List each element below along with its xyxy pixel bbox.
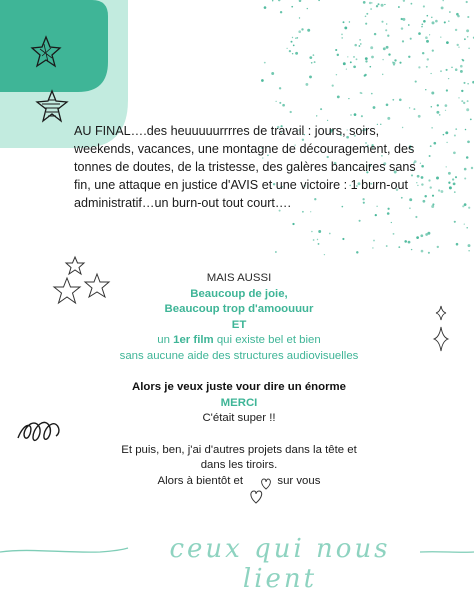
- dot: [382, 74, 383, 75]
- dot: [449, 186, 452, 189]
- dot: [290, 111, 292, 113]
- dot: [349, 21, 350, 22]
- dot: [418, 115, 421, 118]
- dot: [468, 250, 469, 251]
- dot: [415, 81, 417, 83]
- dot: [453, 183, 456, 186]
- dot: [369, 2, 371, 4]
- dot: [448, 78, 449, 79]
- dot: [466, 1, 468, 3]
- dot: [276, 101, 277, 102]
- dot: [446, 166, 447, 167]
- dot: [431, 92, 434, 95]
- dot: [428, 252, 430, 254]
- dot: [359, 45, 361, 47]
- dot: [431, 205, 434, 208]
- dot: [448, 20, 450, 22]
- dot: [337, 54, 339, 56]
- dot: [359, 220, 361, 222]
- dot: [440, 36, 441, 37]
- dot: [399, 99, 402, 102]
- dot: [293, 45, 295, 47]
- dot: [343, 21, 345, 23]
- dot: [387, 35, 389, 37]
- dot: [320, 108, 322, 110]
- decor-shape-dark: [0, 0, 108, 92]
- dot: [431, 17, 432, 18]
- dot: [292, 223, 294, 225]
- dot: [280, 11, 282, 13]
- dot: [435, 20, 438, 23]
- dot: [361, 115, 363, 117]
- dot: [431, 106, 433, 108]
- dot: [392, 61, 393, 62]
- dot: [324, 254, 325, 255]
- dot: [337, 96, 340, 99]
- dot: [454, 134, 456, 136]
- dot: [386, 23, 387, 24]
- dot: [468, 207, 470, 209]
- dot: [464, 203, 467, 206]
- dot: [282, 104, 285, 107]
- dot: [440, 190, 443, 193]
- dot: [332, 84, 334, 86]
- dot: [462, 205, 464, 207]
- dot: [466, 108, 469, 111]
- joie-line: Beaucoup de joie,: [190, 287, 288, 300]
- dot: [416, 236, 419, 239]
- dot: [446, 89, 448, 91]
- dot: [318, 0, 320, 1]
- dot: [350, 61, 352, 63]
- dot: [452, 178, 454, 180]
- dot: [335, 49, 337, 51]
- dot: [299, 0, 302, 2]
- dot: [437, 104, 439, 106]
- dot: [301, 28, 303, 30]
- dot: [453, 151, 456, 154]
- dot: [292, 37, 293, 38]
- dot: [470, 119, 472, 121]
- dot: [286, 48, 287, 49]
- dot: [295, 37, 297, 39]
- dot: [413, 108, 415, 110]
- dot: [423, 20, 426, 23]
- dot: [401, 27, 403, 29]
- dot: [466, 156, 469, 159]
- dot: [318, 243, 320, 245]
- dot: [455, 176, 457, 178]
- dot: [365, 23, 367, 25]
- dot: [364, 75, 366, 77]
- dot: [456, 243, 459, 246]
- dot: [430, 145, 432, 147]
- dot: [431, 127, 432, 128]
- dot: [451, 67, 452, 68]
- dot: [381, 21, 383, 23]
- dot: [433, 142, 436, 145]
- dot: [361, 92, 362, 93]
- dot: [292, 53, 293, 54]
- dot: [471, 167, 473, 169]
- dot: [436, 177, 439, 180]
- dot: [425, 36, 428, 39]
- dot: [372, 247, 373, 248]
- dot: [466, 29, 469, 32]
- dot: [466, 227, 468, 229]
- dot: [408, 24, 410, 26]
- bientot-pre: Alors à bientôt et: [157, 474, 244, 487]
- dot: [316, 115, 317, 116]
- merci-word: MERCI: [220, 396, 258, 409]
- dot: [461, 90, 463, 92]
- dot: [448, 172, 451, 175]
- dot: [425, 233, 428, 236]
- dot: [456, 13, 459, 16]
- dot: [311, 231, 313, 233]
- dot: [374, 33, 376, 35]
- dot: [296, 37, 298, 39]
- dot: [464, 223, 465, 224]
- dot: [279, 87, 281, 89]
- dot: [370, 8, 372, 10]
- dot: [402, 40, 404, 42]
- dot: [388, 53, 390, 55]
- dot: [420, 234, 423, 237]
- dot: [425, 89, 426, 90]
- dot: [467, 16, 469, 18]
- dot: [411, 3, 413, 5]
- dot: [427, 58, 429, 60]
- dot: [409, 107, 410, 108]
- dot: [446, 41, 449, 44]
- super-line: C'était super !!: [202, 412, 276, 424]
- dot: [354, 44, 357, 47]
- dot: [318, 230, 321, 233]
- dot: [356, 58, 358, 60]
- film-line-pre: un: [157, 334, 174, 346]
- dot: [422, 52, 424, 54]
- dot: [460, 70, 463, 73]
- dot: [429, 34, 430, 35]
- dot: [295, 52, 298, 55]
- dot: [439, 114, 441, 116]
- dot: [289, 50, 291, 52]
- dot: [342, 238, 344, 240]
- dot: [370, 46, 373, 49]
- dot: [383, 47, 386, 50]
- dot: [327, 120, 328, 121]
- dot: [467, 36, 469, 38]
- dot: [366, 13, 368, 15]
- dot: [307, 8, 308, 9]
- dot: [311, 62, 313, 64]
- dot: [398, 246, 400, 248]
- dot: [363, 1, 366, 4]
- dot: [464, 38, 466, 40]
- dot: [421, 250, 424, 253]
- dot: [359, 39, 361, 41]
- dot: [418, 32, 421, 35]
- dot: [436, 111, 439, 114]
- dot: [468, 47, 470, 49]
- dot: [428, 179, 430, 181]
- aide-line: sans aucune aide des structures audiovisuelles: [119, 349, 359, 362]
- dot: [386, 245, 388, 247]
- dot: [385, 29, 387, 31]
- dot: [382, 59, 383, 60]
- dot: [386, 104, 389, 107]
- intro-paragraph: AU FINAL….des heuuuuurrrres de travail : jours, soirs, weekends, vacances, une montagne de découragement, des tonnes de doutes, de la tristesse, des galères bancaires sans fin, une attaque en justice d'AVIS et une victoire : 1 burn-out administratif…un burn-out tout court….: [74, 124, 416, 210]
- dot: [272, 0, 273, 1]
- dot: [313, 239, 315, 241]
- dot: [458, 97, 459, 98]
- dot: [299, 17, 300, 18]
- dot: [264, 6, 267, 9]
- dot: [305, 83, 308, 86]
- dot: [329, 233, 331, 235]
- dot: [445, 104, 448, 107]
- dot: [356, 251, 358, 253]
- dot: [449, 11, 451, 13]
- dot: [371, 56, 374, 59]
- dot: [365, 57, 368, 60]
- dot: [353, 56, 355, 58]
- dot: [444, 21, 446, 23]
- dot: [375, 214, 377, 216]
- dot: [430, 73, 431, 74]
- dot: [411, 249, 412, 250]
- bientot-line: [40, 474, 438, 490]
- dot: [381, 4, 384, 7]
- dot: [467, 100, 469, 102]
- dot: [468, 244, 471, 247]
- dot: [454, 221, 456, 223]
- dot: [391, 222, 392, 223]
- dot: [465, 129, 467, 131]
- dot: [378, 3, 380, 5]
- amour-line: Beaucoup trop d'amoouuur: [164, 303, 314, 315]
- dot: [432, 195, 434, 197]
- dot: [446, 142, 447, 143]
- dot: [442, 0, 444, 1]
- dot: [426, 66, 428, 68]
- dot: [429, 155, 431, 157]
- dot: [317, 239, 318, 240]
- dot: [369, 66, 371, 68]
- film-line-post: qui existe bel et bien: [213, 334, 321, 346]
- dot: [371, 93, 373, 95]
- dot: [373, 106, 376, 109]
- dot: [313, 54, 315, 56]
- projets-line: Et puis, ben, j'ai d'autres projets dans la tête et: [121, 443, 357, 456]
- dot: [393, 233, 395, 235]
- dot: [455, 29, 457, 31]
- bientot-post: sur vous: [277, 474, 321, 487]
- dot: [336, 74, 337, 75]
- dot: [387, 212, 390, 215]
- mais-aussi-heading: MAIS AUSSI: [206, 272, 272, 284]
- dot: [432, 21, 435, 24]
- dot: [408, 241, 411, 244]
- dot: [445, 110, 446, 111]
- et-line: ET: [231, 318, 247, 331]
- film-line: [40, 333, 438, 349]
- dot: [408, 56, 410, 58]
- dot: [421, 26, 423, 28]
- dot: [404, 240, 407, 243]
- dot: [261, 79, 264, 82]
- dot: [365, 15, 367, 17]
- dot: [341, 37, 343, 39]
- dot: [309, 75, 312, 78]
- dot: [348, 98, 349, 99]
- dot: [392, 99, 394, 101]
- dot: [360, 43, 361, 44]
- dot: [423, 5, 425, 7]
- dot: [427, 15, 429, 17]
- dot: [264, 62, 266, 64]
- dot: [446, 69, 448, 71]
- mais-aussi-section: [40, 271, 438, 364]
- dot: [399, 62, 401, 64]
- dot: [291, 41, 293, 43]
- dot: [354, 113, 357, 116]
- film-line-bold: 1er film: [173, 334, 214, 346]
- dot: [278, 0, 280, 1]
- heart-icon: [251, 491, 262, 503]
- dot: [309, 56, 312, 59]
- dot: [346, 69, 347, 70]
- dot: [365, 60, 367, 62]
- dot: [394, 59, 396, 61]
- dot: [384, 4, 385, 5]
- dot: [347, 56, 348, 57]
- dot: [298, 30, 301, 33]
- dot: [462, 59, 464, 61]
- dot: [443, 134, 445, 136]
- footer-signature: ceux qui nous lient: [169, 534, 391, 594]
- dot: [398, 6, 400, 8]
- dot: [440, 70, 442, 72]
- merci-intro-line: Alors je veux juste vour dire un énorme: [132, 381, 346, 393]
- dot: [460, 65, 463, 68]
- dot: [461, 100, 463, 102]
- dot: [291, 6, 293, 8]
- dot: [467, 140, 470, 143]
- dot: [454, 191, 456, 193]
- dot: [448, 182, 450, 184]
- dot: [343, 62, 346, 65]
- dot: [455, 68, 458, 71]
- tiroirs-line: dans les tiroirs.: [200, 459, 278, 471]
- dot: [441, 6, 444, 9]
- dot: [307, 29, 310, 32]
- dot: [438, 189, 440, 191]
- dot: [410, 38, 412, 40]
- dot: [371, 2, 373, 4]
- dot: [430, 186, 432, 188]
- dot: [393, 64, 395, 66]
- dot: [418, 66, 420, 68]
- dot: [437, 246, 439, 248]
- dot: [455, 128, 457, 130]
- dot: [314, 61, 316, 63]
- dot: [344, 26, 347, 29]
- dot: [445, 131, 448, 134]
- dot: [457, 44, 459, 46]
- dot: [426, 40, 429, 43]
- dot: [467, 83, 468, 84]
- dot: [458, 46, 459, 47]
- dot: [464, 168, 467, 171]
- dot: [373, 240, 375, 242]
- dot: [271, 72, 274, 75]
- dot: [387, 117, 390, 120]
- dot: [415, 216, 417, 218]
- merci-section: [40, 380, 438, 489]
- dot: [463, 82, 465, 84]
- dot: [350, 114, 351, 115]
- dot: [432, 49, 434, 51]
- dot: [403, 0, 405, 2]
- dot: [376, 5, 378, 7]
- dot: [463, 102, 465, 104]
- dot: [421, 24, 423, 26]
- dot: [386, 46, 389, 49]
- dot: [464, 177, 466, 179]
- dot: [341, 33, 343, 35]
- dot: [353, 65, 356, 68]
- dot: [279, 102, 281, 104]
- dot: [402, 18, 405, 21]
- dot: [275, 251, 277, 253]
